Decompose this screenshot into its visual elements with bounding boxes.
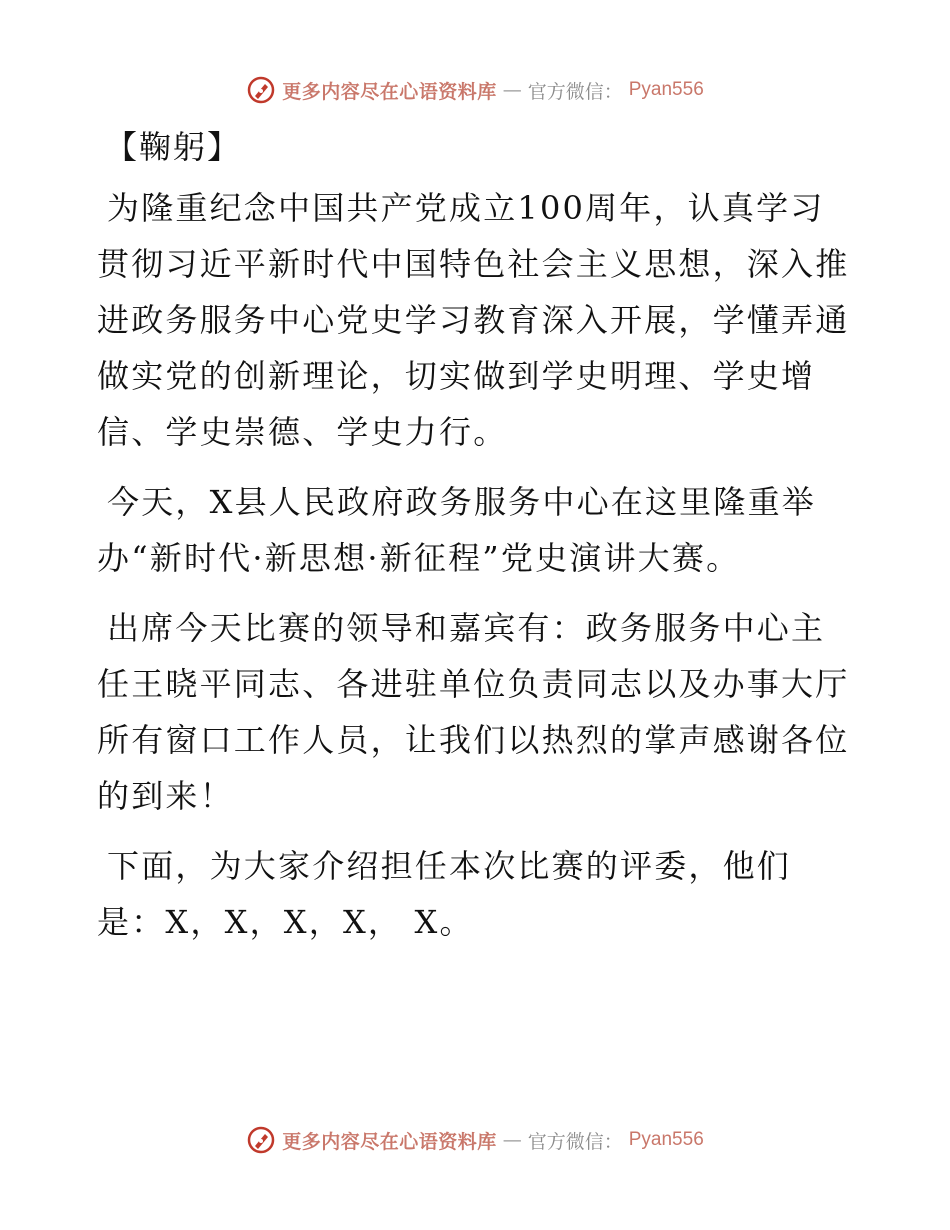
footer-watermark (0, 1120, 950, 1160)
pen-logo-icon (246, 1125, 276, 1155)
watermark-separator: — (502, 79, 522, 101)
paragraph-guests: 出席今天比赛的领导和嘉宾有：政务服务中心主任王晓平同志、各进驻单位负责同志以及办事大厅所有窗口工作人员，让我们以热烈的掌声感谢各位的到来！ (97, 609, 850, 815)
watermark-separator: — (502, 1129, 522, 1151)
watermark-wechat-label: 官方微信： (527, 1130, 623, 1153)
paragraph-judges: 下面，为大家介绍担任本次比赛的评委，他们是：X，X，X，X， X。 (97, 847, 792, 941)
header-watermark (0, 70, 950, 110)
document-body (97, 124, 857, 964)
watermark-site-text: 更多内容尽在心语资料库 (282, 1130, 497, 1153)
pen-logo-icon (246, 75, 276, 105)
watermark-wechat-id: Pyan556 (628, 1129, 704, 1150)
watermark-wechat-id: Pyan556 (628, 79, 704, 100)
watermark-site-text: 更多内容尽在心语资料库 (282, 80, 497, 103)
paragraph-intro: 为隆重纪念中国共产党成立100周年，认真学习贯彻习近平新时代中国特色社会主义思想，深入推进政务服务中心党史学习教育深入开展，学懂弄通做实党的创新理论，切实做到学史明理、学史增信、学史崇德、学史力行。 (97, 189, 850, 451)
section-heading: 【鞠躬】 (105, 128, 242, 166)
watermark-wechat-label: 官方微信： (527, 80, 623, 103)
paragraph-event: 今天，X县人民政府政务服务中心在这里隆重举办“新时代·新思想·新征程”党史演讲大赛。 (97, 483, 816, 577)
